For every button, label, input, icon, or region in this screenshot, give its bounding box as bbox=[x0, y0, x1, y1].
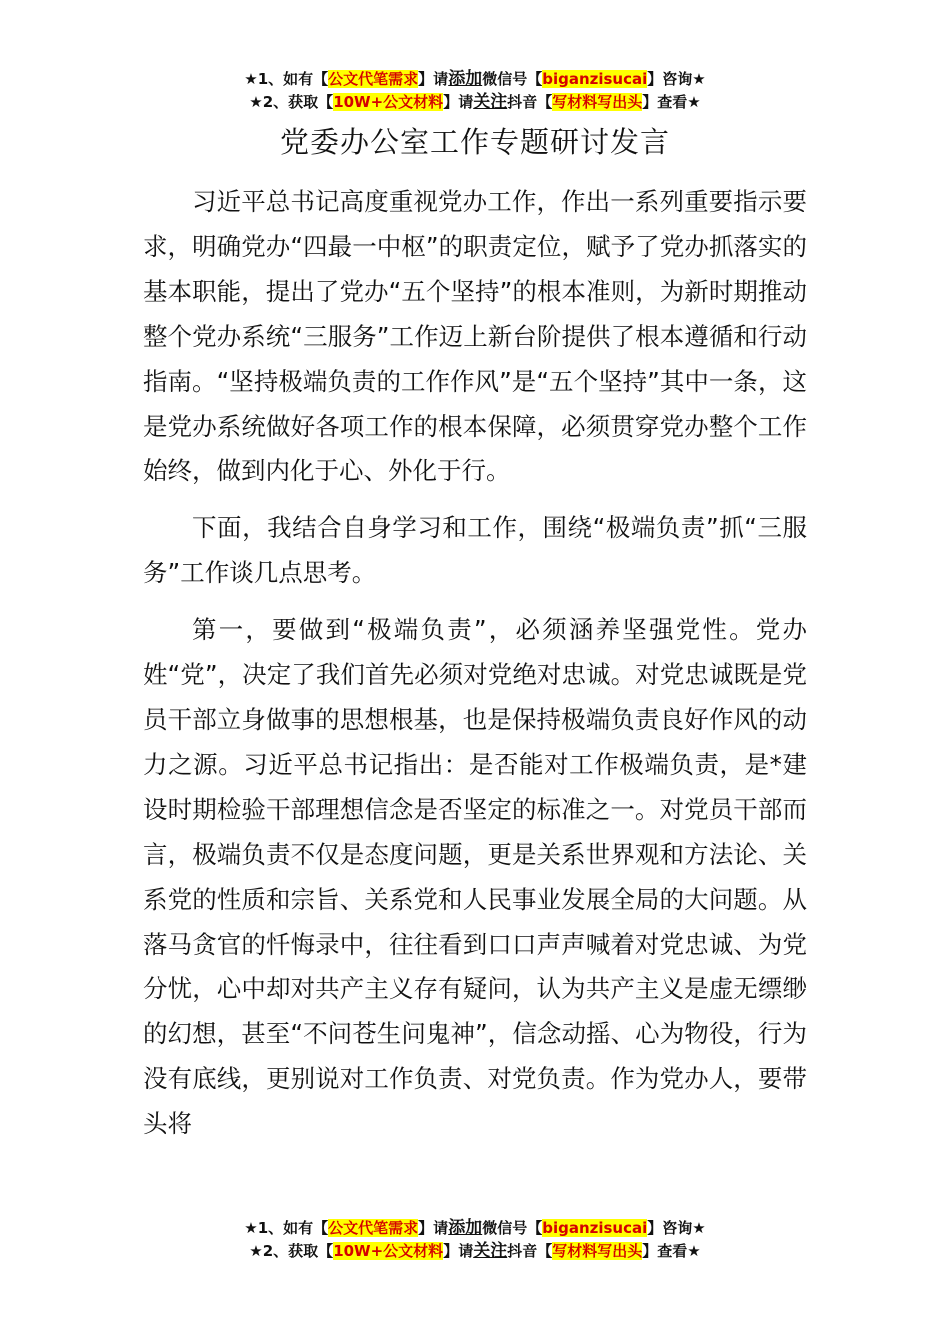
footer-ad-line-2-highlight-douyin: 写材料写出头 bbox=[552, 1242, 643, 1260]
ad-line-2-highlight-douyin: 写材料写出头 bbox=[552, 93, 643, 111]
document-title: 党委办公室工作专题研讨发言 bbox=[279, 125, 670, 159]
footer-ad-line-2-text: 】请 bbox=[443, 1242, 474, 1260]
footer-ad-line-2-suffix: 】查看★ bbox=[642, 1242, 701, 1260]
ad-line-1-emphasis: 添加 bbox=[448, 69, 483, 89]
ad-line-2-highlight-materials: 10W+公文材料 bbox=[333, 93, 444, 111]
ad-line-1-highlight-wechat: biganzisucai bbox=[542, 70, 648, 88]
footer-ad-line-2-prefix: ★2、获取【 bbox=[249, 1242, 334, 1260]
ad-line-2-text-2: 抖音【 bbox=[507, 93, 553, 111]
footer-ad-line-1-text: 】请 bbox=[418, 1219, 449, 1237]
footer-ad-banner bbox=[0, 1217, 950, 1263]
ad-line-2-prefix: ★2、获取【 bbox=[249, 93, 334, 111]
ad-line-2-emphasis: 关注 bbox=[473, 92, 508, 112]
footer-ad-line-2-emphasis: 关注 bbox=[473, 1241, 508, 1261]
ad-line-1-prefix: ★1、如有【 bbox=[244, 70, 329, 88]
footer-ad-line-1-emphasis: 添加 bbox=[448, 1218, 483, 1238]
ad-line-2-text: 】请 bbox=[443, 93, 474, 111]
footer-ad-line-2-text-2: 抖音【 bbox=[507, 1242, 553, 1260]
footer-ad-line-1-suffix: 】咨询★ bbox=[647, 1219, 706, 1237]
footer-ad-line-2 bbox=[0, 1240, 950, 1263]
ad-line-2-suffix: 】查看★ bbox=[642, 93, 701, 111]
document-body bbox=[143, 180, 807, 1159]
footer-ad-line-2-highlight-materials: 10W+公文材料 bbox=[333, 1242, 444, 1260]
ad-line-1 bbox=[0, 68, 950, 91]
footer-ad-line-1-highlight-service: 公文代笔需求 bbox=[328, 1219, 419, 1237]
ad-line-1-highlight-service: 公文代笔需求 bbox=[328, 70, 419, 88]
footer-ad-line-1-text-2: 微信号【 bbox=[482, 1219, 543, 1237]
ad-line-1-suffix: 】咨询★ bbox=[647, 70, 706, 88]
footer-ad-line-1-highlight-wechat: biganzisucai bbox=[542, 1219, 648, 1237]
ad-line-1-text: 】请 bbox=[418, 70, 449, 88]
footer-ad-line-1-prefix: ★1、如有【 bbox=[244, 1219, 329, 1237]
header-ad-banner bbox=[0, 68, 950, 114]
ad-line-2 bbox=[0, 91, 950, 114]
paragraph-1: 习近平总书记高度重视党办工作，作出一系列重要指示要求，明确党办“四最一中枢”的职责定位，赋予了党办抓落实的基本职能，提出了党办“五个坚持”的根本准则，为新时期推动整个党办系统“三服务”工作迈上新台阶提供了根本遵循和行动指南。“坚持极端负责的工作作风”是“五个坚持”其中一条，这是党办系统做好各项工作的根本保障，必须贯穿党办整个工作始终，做到内化于心、外化于行。 bbox=[143, 187, 807, 486]
footer-ad-line-1 bbox=[0, 1217, 950, 1240]
paragraph-3: 第一，要做到“极端负责”，必须涵养坚强党性。党办姓“党”，决定了我们首先必须对党绝对忠诚。对党忠诚既是党员干部立身做事的思想根基，也是保持极端负责良好作风的动力之源。习近平总书记指出：是否能对工作极端负责，是*建设时期检验干部理想信念是否坚定的标准之一。对党员干部而言，极端负责不仅是态度问题，更是关系世界观和方法论、关系党的性质和宗旨、关系党和人民事业发展全局的大问题。从落马贪官的忏悔录中，往往看到口口声声喊着对党忠诚、为党分忧，心中却对共产主义存有疑问，认为共产主义是虚无缥缈的幻想，甚至“不问苍生问鬼神”，信念动摇、心为物役，行为没有底线，更别说对工作负责、对党负责。作为党办人，要带头将 bbox=[143, 615, 807, 1139]
paragraph-2: 下面，我结合自身学习和工作，围绕“极端负责”抓“三服务”工作谈几点思考。 bbox=[143, 513, 807, 588]
ad-line-1-text-2: 微信号【 bbox=[482, 70, 543, 88]
